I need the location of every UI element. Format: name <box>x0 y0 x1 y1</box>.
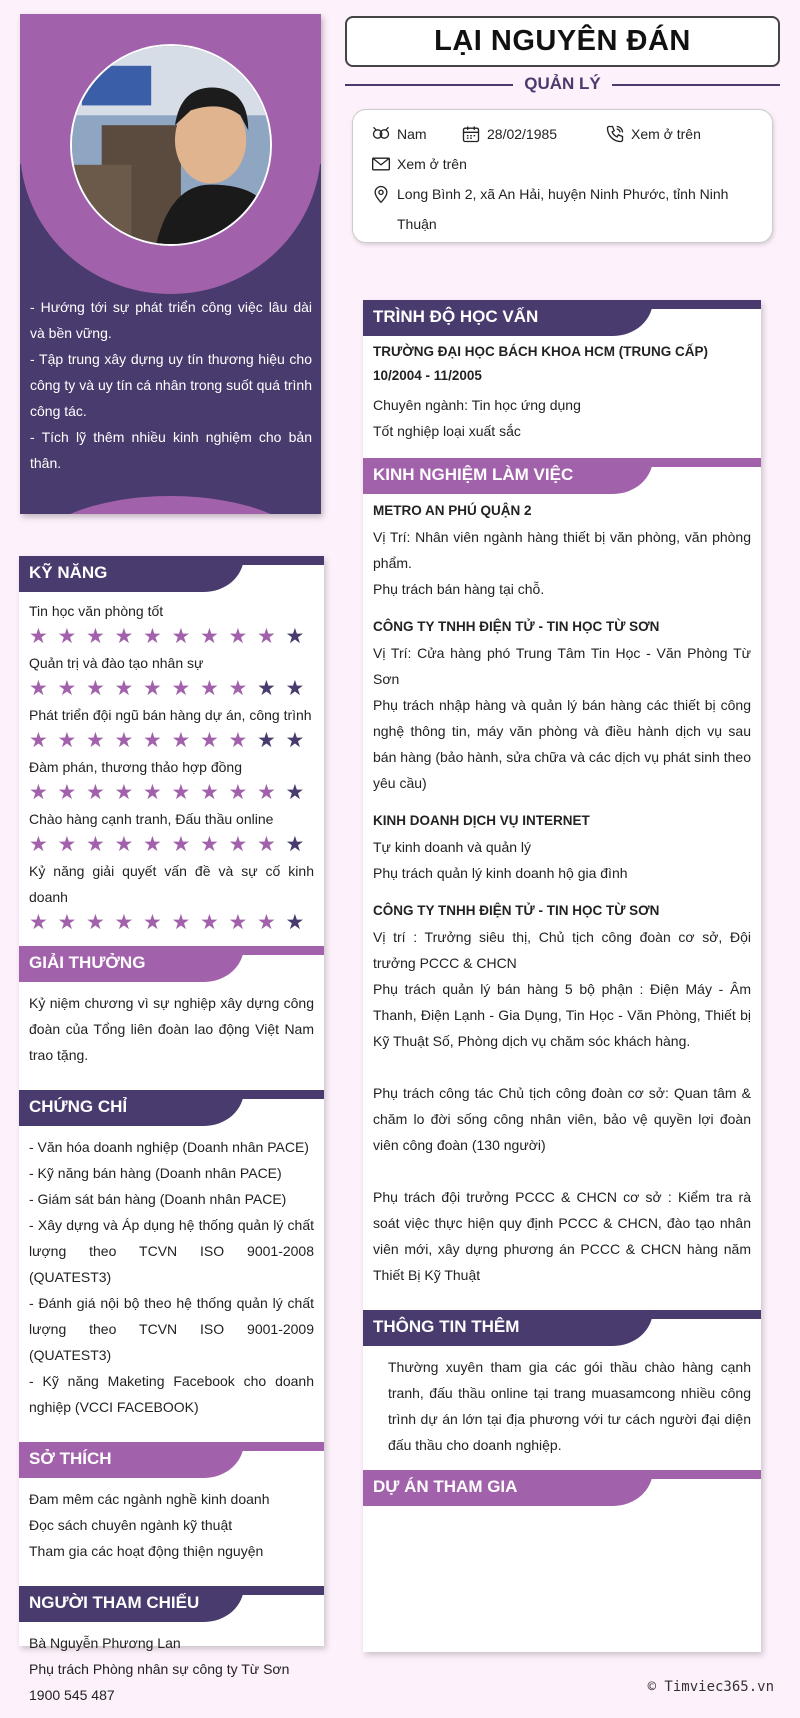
section-title: TRÌNH ĐỘ HỌC VẤN <box>373 307 539 326</box>
education-header <box>363 300 761 336</box>
star-icon: ★ <box>57 677 77 700</box>
birthday-value: 28/02/1985 <box>487 126 558 142</box>
star-icon: ★ <box>285 911 305 934</box>
star-icon: ★ <box>200 677 219 700</box>
certificate-item: - Đánh giá nội bộ theo hệ thống quản lý chất lượng theo TCVN ISO 9001-2009 (QUATEST3) <box>29 1295 314 1363</box>
star-icon: ★ <box>228 911 248 934</box>
additional-text: Thường xuyên tham gia các gói thầu chào hàng cạnh tranh, đấu thầu online tại trang muasamcong nhiều công trình dự án lớn tại địa phương với tư cách người đại diện đấu thầu cho doanh nghiệp. <box>388 1359 751 1453</box>
star-icon: ★ <box>29 729 48 752</box>
hobby-item: Đọc sách chuyên ngành kỹ thuật <box>29 1517 233 1533</box>
right-column <box>363 300 761 1652</box>
star-icon: ★ <box>228 677 248 700</box>
star-icon: ★ <box>171 781 191 804</box>
section-title: DỰ ÁN THAM GIA <box>373 1477 518 1496</box>
phone-icon <box>605 119 631 149</box>
phone-item[interactable] <box>605 119 701 149</box>
candidate-name: LẠI NGUYÊN ĐÁN <box>434 25 691 57</box>
skill-rating <box>29 910 314 936</box>
star-icon: ★ <box>143 781 162 804</box>
skill-rating <box>29 728 314 754</box>
objective-line: - Tập trung xây dựng uy tín thương hiệu cho công ty và uy tín cá nhân trong suốt quá trình công tác. <box>30 351 312 419</box>
experience-line: Vị Trí: Nhân viên ngành hàng thiết bị văn phòng, văn phòng phẩm. <box>373 529 751 571</box>
hobby-item: Đam mêm các ngành nghề kinh doanh <box>29 1491 270 1507</box>
skill-name: Kỷ năng giải quyết vấn đề và sự cố kinh doanh <box>29 863 314 905</box>
certificate-item: - Xây dựng và Áp dụng hệ thống quản lý chất lượng theo TCVN ISO 9001-2008 (QUATEST3) <box>29 1217 314 1285</box>
hobby-item: Tham gia các hoạt động thiện nguyện <box>29 1543 264 1559</box>
calendar-icon <box>461 119 487 149</box>
skill-name: Quản trị và đào tạo nhân sự <box>29 655 204 671</box>
star-icon: ★ <box>29 833 48 856</box>
experience-line: Vị trí : Trưởng siêu thị, Chủ tịch công đoàn cơ sở, Đội trưởng PCCC & CHCN <box>373 929 751 971</box>
objective-line: - Tích lỹ thêm nhiều kinh nghiệm cho bản thân. <box>30 429 312 471</box>
star-icon: ★ <box>285 625 305 648</box>
star-icon: ★ <box>285 833 305 856</box>
experience-line: Phụ trách bán hàng tại chỗ. <box>373 581 545 597</box>
star-icon: ★ <box>114 781 134 804</box>
star-icon: ★ <box>200 911 219 934</box>
skill-rating <box>29 832 314 858</box>
star-icon: ★ <box>228 729 248 752</box>
section-title: NGƯỜI THAM CHIẾU <box>29 1593 200 1612</box>
study-period: 10/2004 - 11/2005 <box>373 368 482 383</box>
section-title: KINH NGHIỆM LÀM VIỆC <box>373 465 574 484</box>
email-item[interactable] <box>371 149 467 179</box>
experience-line: Phụ trách công tác Chủ tịch công đoàn cơ sở: Quan tâm & chăm lo đời sống công nhân viên, bảo vệ quyền lợi đoàn viên công đoàn (130 người) <box>373 1085 751 1153</box>
experience-line <box>373 1158 751 1184</box>
star-icon: ★ <box>57 625 77 648</box>
experience-line: Phụ trách đội trưởng PCCC & CHCN cơ sở : Kiểm tra rà soát việc thực hiện quy định PCCC & CHCN, đào tạo nhân viên mới, xây dựng phương án PCCC & CHCN hàng năm Thiết Bị Kỹ Thuật <box>373 1189 751 1283</box>
company-name: KINH DOANH DỊCH VỤ INTERNET <box>373 813 590 828</box>
star-icon: ★ <box>57 781 77 804</box>
projects-body <box>363 1506 761 1524</box>
skills-header <box>19 556 324 592</box>
skill-name: Phát triển đội ngũ bán hàng dự án, công trình <box>29 707 312 723</box>
section-title: CHỨNG CHỈ <box>29 1097 128 1116</box>
certificate-item: - Giám sát bán hàng (Doanh nhân PACE) <box>29 1191 287 1207</box>
star-icon: ★ <box>86 625 105 648</box>
star-icon: ★ <box>200 625 219 648</box>
star-icon: ★ <box>171 729 191 752</box>
experience-line: Phụ trách nhập hàng và quản lý bán hàng các thiết bị công nghệ thông tin, máy văn phòng và điều hành dịch vụ sau bán hàng (bảo hành, sửa chữa và các dịch vụ phát sinh theo yêu cầu) <box>373 697 751 791</box>
career-objective <box>30 294 312 476</box>
star-icon: ★ <box>29 677 48 700</box>
star-icon: ★ <box>171 911 191 934</box>
job-title: QUẢN LÝ <box>524 74 601 93</box>
reference-line: Phụ trách Phòng nhân sự công ty Từ Sơn <box>29 1661 290 1677</box>
certificate-item: - Kỹ năng Maketing Facebook cho doanh nghiệp (VCCI FACEBOOK) <box>29 1373 314 1415</box>
star-icon: ★ <box>114 729 134 752</box>
section-title: GIẢI THƯỞNG <box>29 953 146 972</box>
skill-name: Đàm phán, thương thảo hợp đồng <box>29 759 242 775</box>
star-icon: ★ <box>171 677 191 700</box>
section-title: SỞ THÍCH <box>29 1449 112 1468</box>
profile-card <box>20 14 321 514</box>
star-icon: ★ <box>86 911 105 934</box>
school-name: TRƯỜNG ĐẠI HỌC BÁCH KHOA HCM (TRUNG CẤP) <box>373 344 708 359</box>
experience-item <box>373 898 751 1288</box>
birthday-item <box>461 119 557 149</box>
experience-line: Tự kinh doanh và quản lý <box>373 839 532 855</box>
star-icon: ★ <box>285 781 305 804</box>
star-icon: ★ <box>257 833 276 856</box>
objective-line: - Hướng tới sự phát triển công việc lâu dài và bền vững. <box>30 299 312 341</box>
reference-line: Bà Nguyễn Phương Lan <box>29 1635 181 1651</box>
gender-icon <box>371 119 397 149</box>
gender-value: Nam <box>397 126 427 142</box>
references-body <box>19 1622 324 1718</box>
hobbies-header <box>19 1442 324 1478</box>
certificate-item: - Kỹ năng bán hàng (Doanh nhân PACE) <box>29 1165 282 1181</box>
skills-list <box>19 592 324 946</box>
grade: Tốt nghiệp loại xuất sắc <box>373 423 521 439</box>
star-icon: ★ <box>143 911 162 934</box>
star-icon: ★ <box>257 625 276 648</box>
experience-line <box>373 1054 751 1080</box>
skill-name: Tin học văn phòng tốt <box>29 603 164 619</box>
star-icon: ★ <box>171 625 191 648</box>
awards-header <box>19 946 324 982</box>
star-icon: ★ <box>86 833 105 856</box>
star-icon: ★ <box>143 729 162 752</box>
education-body <box>363 336 761 458</box>
star-icon: ★ <box>57 833 77 856</box>
additional-body <box>363 1346 761 1470</box>
awards-body <box>19 982 324 1090</box>
star-icon: ★ <box>143 833 162 856</box>
star-icon: ★ <box>86 677 105 700</box>
star-icon: ★ <box>257 729 276 752</box>
star-icon: ★ <box>228 833 248 856</box>
section-title: KỸ NĂNG <box>29 563 108 582</box>
phone-value: Xem ở trên <box>631 126 701 142</box>
company-name: CÔNG TY TNHH ĐIỆN TỬ - TIN HỌC TỪ SƠN <box>373 903 660 918</box>
projects-header <box>363 1470 761 1506</box>
star-icon: ★ <box>228 625 248 648</box>
star-icon: ★ <box>29 911 48 934</box>
star-icon: ★ <box>29 625 48 648</box>
avatar <box>70 44 272 246</box>
major: Chuyên ngành: Tin học ứng dụng <box>373 397 581 413</box>
references-header <box>19 1586 324 1622</box>
experience-list <box>363 494 761 1310</box>
star-icon: ★ <box>200 729 219 752</box>
star-icon: ★ <box>257 781 276 804</box>
experience-header <box>363 458 761 494</box>
skill-rating <box>29 624 314 650</box>
email-value: Xem ở trên <box>397 156 467 172</box>
star-icon: ★ <box>86 729 105 752</box>
skill-rating <box>29 676 314 702</box>
hobbies-body <box>19 1478 324 1586</box>
star-icon: ★ <box>143 625 162 648</box>
section-title: THÔNG TIN THÊM <box>373 1317 520 1336</box>
star-icon: ★ <box>285 677 305 700</box>
gender-item <box>371 119 427 149</box>
experience-line: Vị Trí: Cửa hàng phó Trung Tâm Tin Học - Văn Phòng Từ Sơn <box>373 645 751 687</box>
address-item <box>371 179 751 239</box>
experience-item <box>373 614 751 796</box>
profile-bottom-arc <box>30 496 311 514</box>
award-text: Kỷ niệm chương vì sự nghiệp xây dựng công đoàn của Tổng liên đoàn lao động Việt Nam trao tặng. <box>29 995 314 1063</box>
name-box <box>345 16 780 67</box>
star-icon: ★ <box>257 911 276 934</box>
star-icon: ★ <box>86 781 105 804</box>
star-icon: ★ <box>114 625 134 648</box>
star-icon: ★ <box>29 781 48 804</box>
star-icon: ★ <box>57 729 77 752</box>
star-icon: ★ <box>171 833 191 856</box>
company-name: METRO AN PHÚ QUẬN 2 <box>373 503 532 518</box>
location-icon <box>371 179 397 209</box>
avatar-photo <box>72 46 270 244</box>
email-icon <box>371 149 397 179</box>
footer-watermark: © Timviec365.vn <box>647 1679 774 1695</box>
certificate-item: - Văn hóa doanh nghiệp (Doanh nhân PACE) <box>29 1139 309 1155</box>
experience-line: Phụ trách quản lý bán hàng 5 bộ phận : Điện Máy - Âm Thanh, Điện Lạnh - Gia Dụng, Tin Học - Văn Phòng, Thiết bị Kỹ Thuật Số, Phòng dịch vụ chăm sóc khách hàng. <box>373 981 751 1049</box>
skill-name: Chào hàng cạnh tranh, Đấu thầu online <box>29 811 274 827</box>
star-icon: ★ <box>285 729 305 752</box>
experience-line: Phụ trách quản lý kinh doanh hộ gia đình <box>373 865 628 881</box>
experience-item <box>373 498 751 602</box>
star-icon: ★ <box>114 833 134 856</box>
company-name: CÔNG TY TNHH ĐIỆN TỬ - TIN HỌC TỪ SƠN <box>373 619 660 634</box>
address-value: Long Bình 2, xã An Hải, huyện Ninh Phước, tỉnh Ninh Thuận <box>397 186 729 232</box>
certificates-header <box>19 1090 324 1126</box>
reference-line: 1900 545 487 <box>29 1687 115 1703</box>
star-icon: ★ <box>200 833 219 856</box>
skill-rating <box>29 780 314 806</box>
additional-header <box>363 1310 761 1346</box>
star-icon: ★ <box>228 781 248 804</box>
star-icon: ★ <box>114 677 134 700</box>
star-icon: ★ <box>257 677 276 700</box>
role-line <box>345 74 780 96</box>
star-icon: ★ <box>200 781 219 804</box>
certificates-body <box>19 1126 324 1442</box>
star-icon: ★ <box>114 911 134 934</box>
contact-box <box>352 109 773 243</box>
experience-item <box>373 808 751 886</box>
left-column <box>19 556 324 1703</box>
star-icon: ★ <box>143 677 162 700</box>
star-icon: ★ <box>57 911 77 934</box>
